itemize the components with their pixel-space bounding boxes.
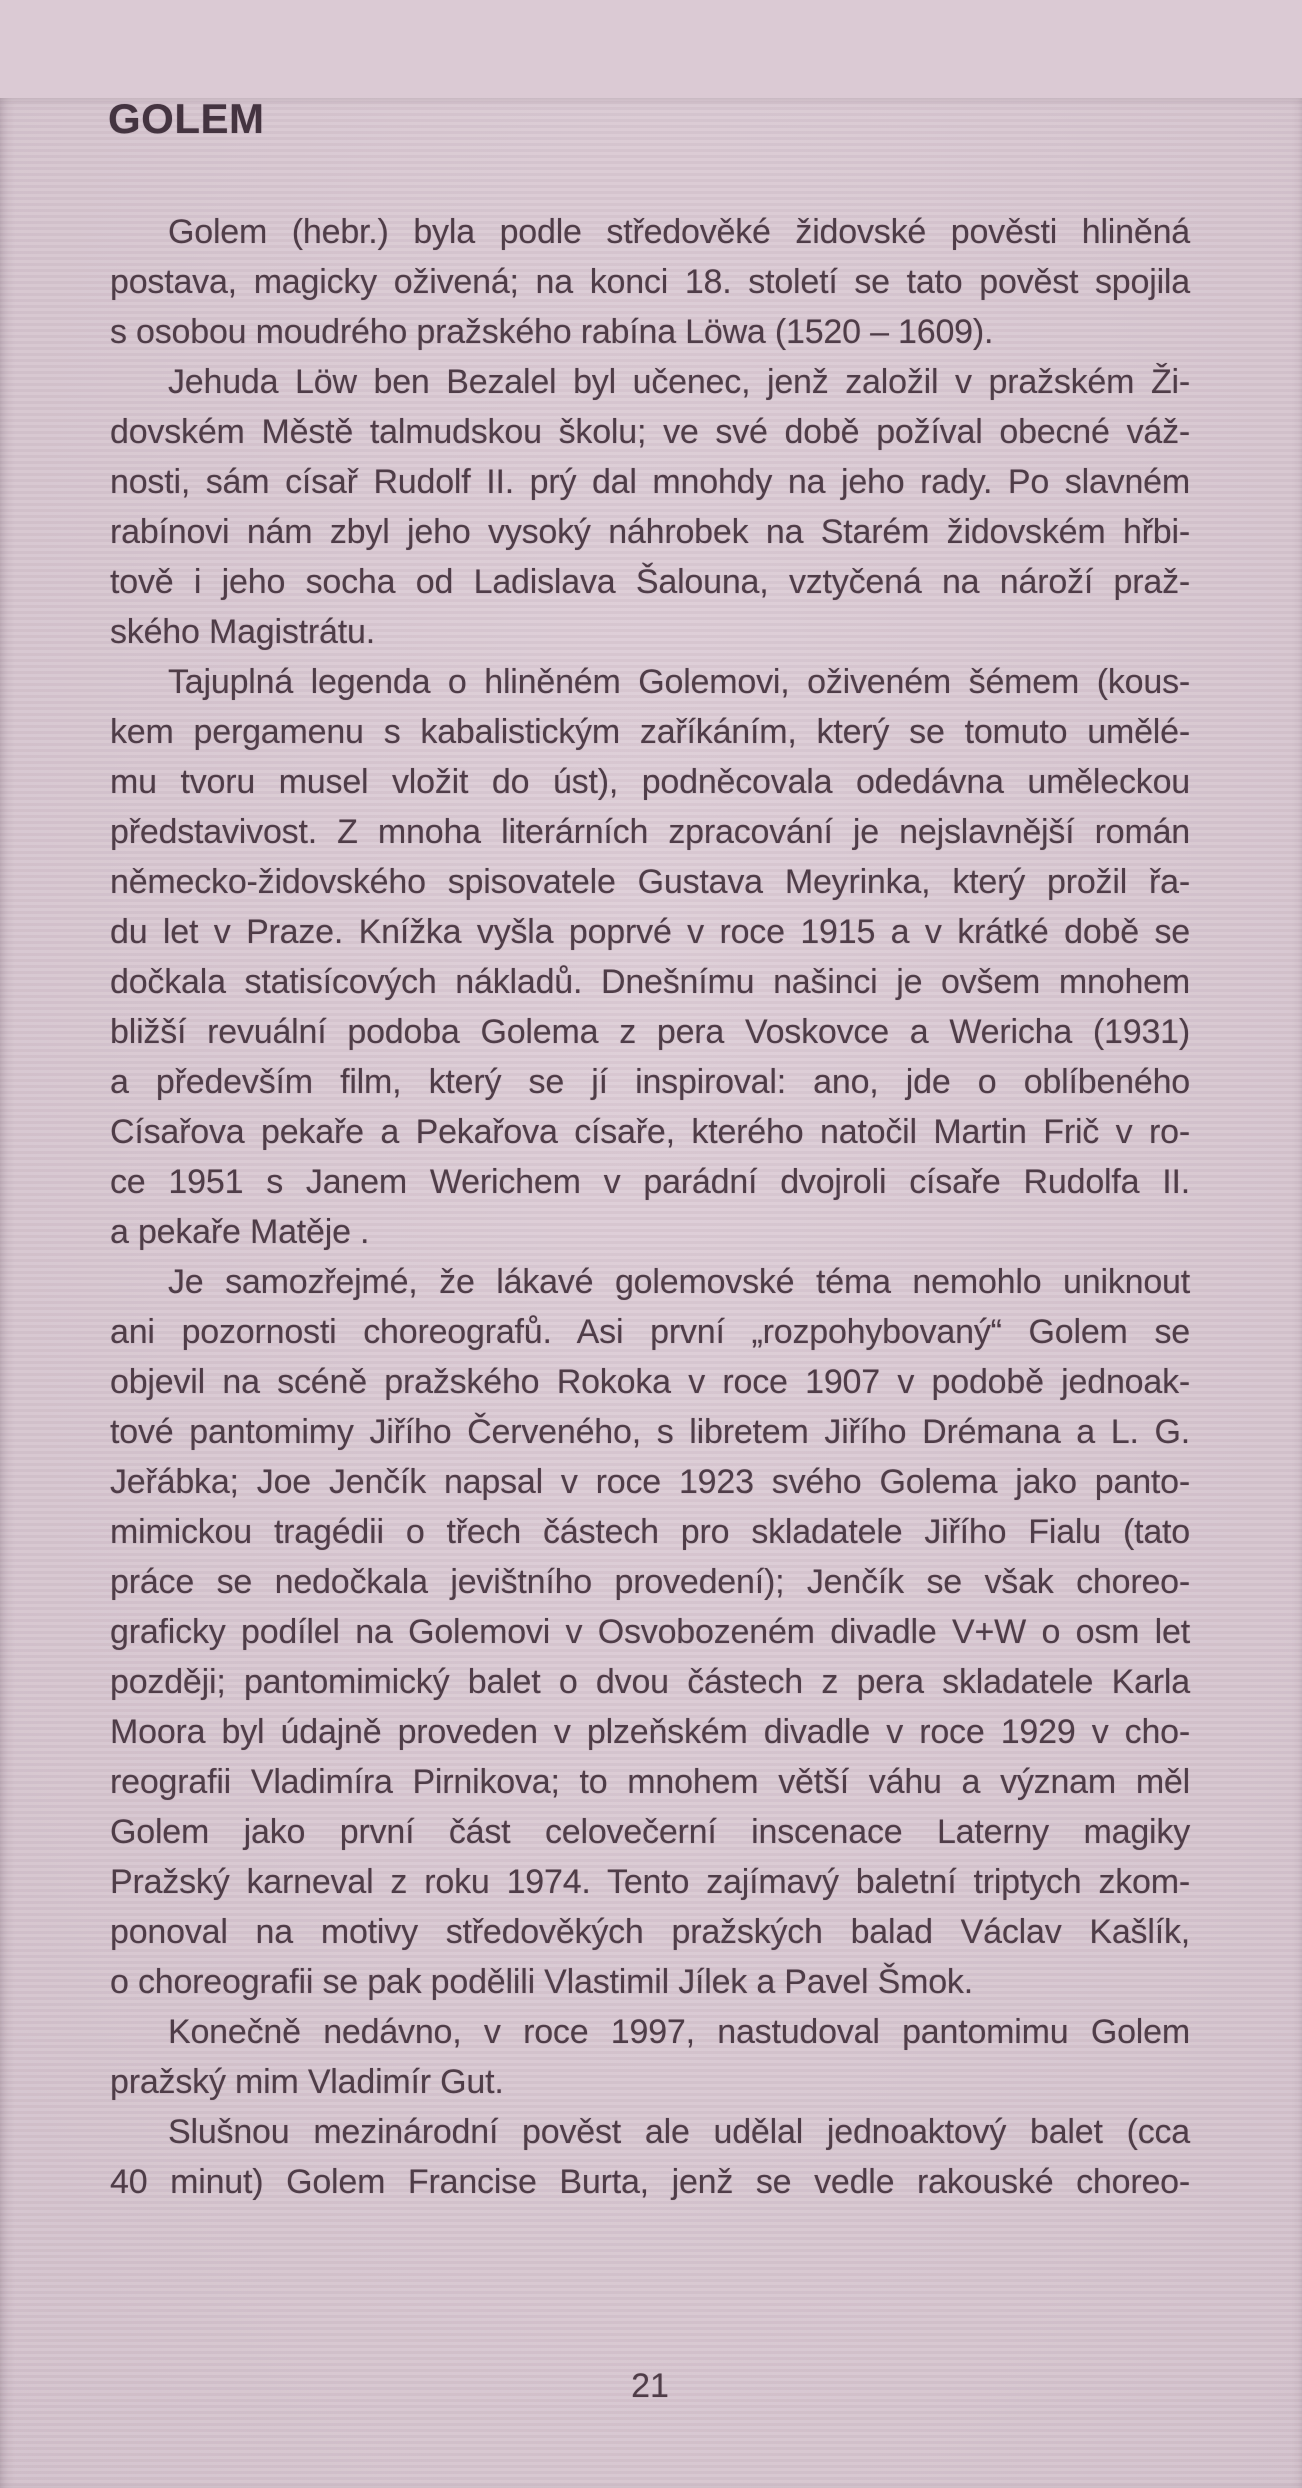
text-line: o choreografii se pak podělili Vlastimil Jílek a Pavel Šmok. bbox=[110, 1963, 973, 2001]
text-line: dovském Městě talmudskou školu; ve své době požíval obecné váž- bbox=[110, 413, 1190, 451]
text-line: Slušnou mezinárodní pověst ale udělal jednoaktový balet (cca bbox=[168, 2113, 1190, 2151]
text-line: tové pantomimy Jiřího Červeného, s libretem Jiřího Drémana a L. G. bbox=[110, 1413, 1190, 1451]
text-line: německo-židovského spisovatele Gustava Meyrinka, který prožil řa- bbox=[110, 863, 1190, 901]
body-text bbox=[110, 207, 1190, 2207]
book-page bbox=[0, 95, 1302, 2488]
text-line: rabínovi nám zbyl jeho vysoký náhrobek na Starém židovském hřbi- bbox=[110, 513, 1190, 551]
text-line: mimickou tragédii o třech částech pro skladatele Jiřího Fialu (tato bbox=[110, 1513, 1190, 1551]
text-line: mu tvoru musel vložit do úst), podněcovala odedávna uměleckou bbox=[110, 763, 1190, 801]
text-line: dočkala statisícových nákladů. Dnešnímu našinci je ovšem mnohem bbox=[110, 963, 1190, 1001]
text-line: objevil na scéně pražského Rokoka v roce 1907 v podobě jednoak- bbox=[110, 1363, 1190, 1401]
text-line: tově i jeho socha od Ladislava Šalouna, vztyčená na nároží praž- bbox=[110, 563, 1190, 601]
text-line: Moora byl údajně proveden v plzeňském divadle v roce 1929 v cho- bbox=[110, 1713, 1190, 1751]
text-line: Konečně nedávno, v roce 1997, nastudoval pantomimu Golem bbox=[168, 2013, 1190, 2051]
text-line: Golem (hebr.) byla podle středověké židovské pověsti hliněná bbox=[168, 213, 1190, 251]
text-line: Jeřábka; Joe Jenčík napsal v roce 1923 svého Golema jako panto- bbox=[110, 1463, 1190, 1501]
text-line: Golem jako první část celovečerní inscenace Laterny magiky bbox=[110, 1813, 1190, 1851]
text-line: ani pozornosti choreografů. Asi první „rozpohybovaný“ Golem se bbox=[110, 1313, 1190, 1351]
text-line: a pekaře Matěje . bbox=[110, 1213, 370, 1251]
text-line: s osobou moudrého pražského rabína Löwa (1520 – 1609). bbox=[110, 313, 994, 351]
text-line: Tajuplná legenda o hliněném Golemovi, oživeném šémem (kous- bbox=[168, 663, 1190, 701]
text-line: ského Magistrátu. bbox=[110, 613, 375, 651]
text-line: pražský mim Vladimír Gut. bbox=[110, 2063, 504, 2101]
text-line: postava, magicky oživená; na konci 18. století se tato pověst spojila bbox=[110, 263, 1190, 301]
text-line: reografii Vladimíra Pirnikova; to mnohem větší váhu a význam měl bbox=[110, 1763, 1190, 1801]
text-line: graficky podílel na Golemovi v Osvobozeném divadle V+W o osm let bbox=[110, 1613, 1190, 1651]
text-line: 40 minut) Golem Francise Burta, jenž se vedle rakouské choreo- bbox=[110, 2163, 1190, 2201]
text-line: později; pantomimický balet o dvou částech z pera skladatele Karla bbox=[110, 1663, 1190, 1701]
text-line: bližší revuální podoba Golema z pera Voskovce a Wericha (1931) bbox=[110, 1013, 1190, 1051]
page-title: GOLEM bbox=[108, 95, 265, 142]
text-line: představivost. Z mnoha literárních zpracování je nejslavnější román bbox=[110, 813, 1190, 851]
text-line: nosti, sám císař Rudolf II. prý dal mnohdy na jeho rady. Po slavném bbox=[110, 463, 1190, 501]
text-line: práce se nedočkala jevištního provedení); Jenčík se však choreo- bbox=[110, 1563, 1190, 1601]
text-line: kem pergamenu s kabalistickým zaříkáním, který se tomuto umělé- bbox=[110, 713, 1190, 751]
page-number: 21 bbox=[631, 2367, 669, 2405]
text-line: ce 1951 s Janem Werichem v parádní dvojroli císaře Rudolfa II. bbox=[110, 1163, 1190, 1201]
text-line: ponoval na motivy středověkých pražských balad Václav Kašlík, bbox=[110, 1913, 1190, 1951]
text-line: Je samozřejmé, že lákavé golemovské téma nemohlo uniknout bbox=[168, 1263, 1190, 1301]
text-line: Císařova pekaře a Pekařova císaře, kterého natočil Martin Frič v ro- bbox=[110, 1113, 1190, 1151]
text-line: a především film, který se jí inspiroval: ano, jde o oblíbeného bbox=[110, 1063, 1190, 1101]
text-line: Pražský karneval z roku 1974. Tento zajímavý baletní triptych zkom- bbox=[110, 1863, 1190, 1901]
text-line: Jehuda Löw ben Bezalel byl učenec, jenž založil v pražském Ži- bbox=[168, 363, 1190, 401]
text-line: du let v Praze. Knížka vyšla poprvé v roce 1915 a v krátké době se bbox=[110, 913, 1190, 951]
